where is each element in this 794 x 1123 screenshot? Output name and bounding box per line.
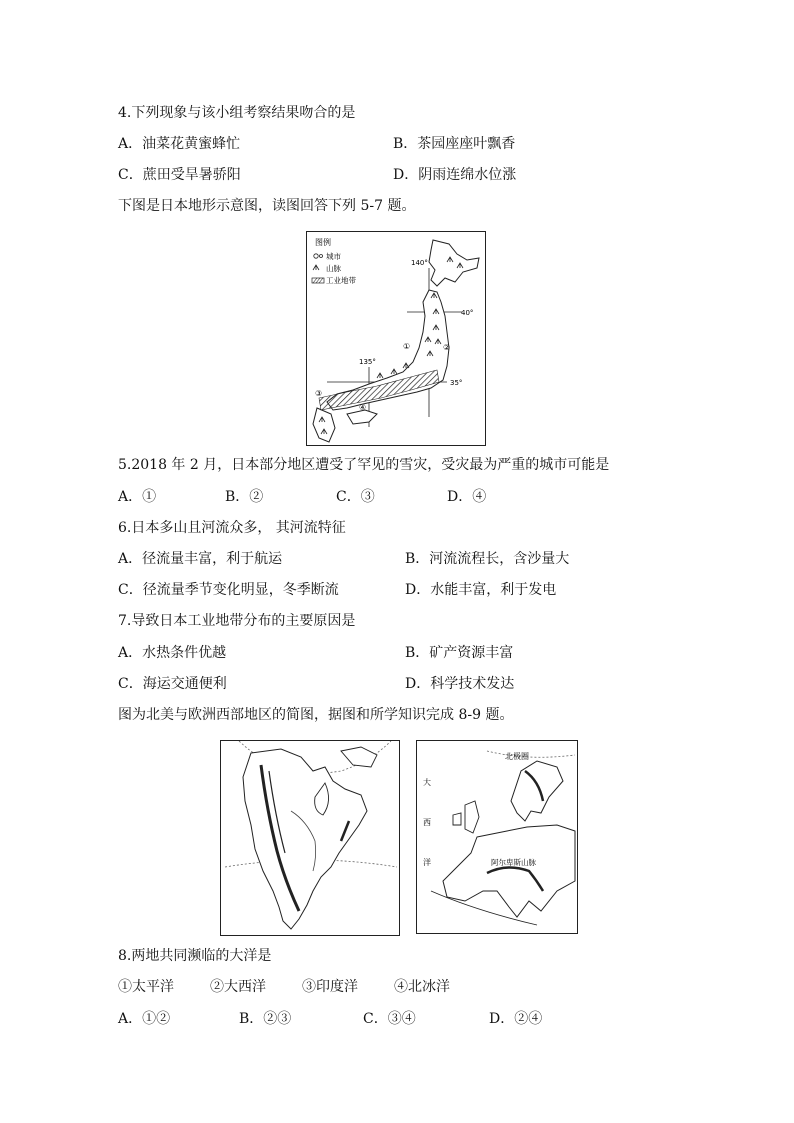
q4-option-a: A．油菜花黄蜜蜂忙 bbox=[118, 136, 241, 152]
arctic-circle-label: 北极圈 bbox=[505, 752, 529, 761]
ireland bbox=[453, 813, 461, 825]
q7-option-a: A．水热条件优越 bbox=[118, 645, 227, 661]
legend-mountain-symbol bbox=[313, 265, 319, 270]
label-140: 140° bbox=[411, 259, 428, 267]
q8-option-b: B．②③ bbox=[239, 1011, 292, 1027]
label-135: 135° bbox=[359, 358, 376, 366]
q4-option-d: D．阴雨连绵水位涨 bbox=[393, 167, 517, 183]
atlantic-label-2: 西 bbox=[423, 818, 431, 827]
city-1-label: ① bbox=[403, 342, 411, 351]
arctic-circle-line-eu bbox=[487, 751, 575, 757]
q6-option-a: A．径流量丰富，利于航运 bbox=[118, 551, 283, 567]
city-3-label: ③ bbox=[315, 389, 323, 398]
atlantic-label-3: 洋 bbox=[423, 858, 431, 867]
q7-option-c: C．海运交通便利 bbox=[118, 676, 227, 692]
europe-drawing bbox=[417, 741, 577, 933]
na-eu-intro: 图为北美与欧洲西部地区的简图，据图和所学知识完成 8-9 题。 bbox=[118, 707, 514, 723]
q5-option-b: B．② bbox=[225, 489, 264, 505]
q5-option-d: D．④ bbox=[447, 489, 487, 505]
scandinavia bbox=[511, 761, 563, 821]
q7-option-d: D．科学技术发达 bbox=[405, 676, 515, 692]
city-2-label: ② bbox=[443, 343, 451, 352]
q7-stem: 7.导致日本工业地带分布的主要原因是 bbox=[118, 613, 356, 629]
q4-stem: 4.下列现象与该小组考察结果吻合的是 bbox=[118, 105, 356, 121]
europe-map bbox=[416, 740, 578, 934]
legend-title: 图例 bbox=[315, 238, 331, 247]
q4-option-c: C．蔗田受旱暑骄阳 bbox=[118, 167, 241, 183]
q8-choice-1: ①太平洋 bbox=[118, 979, 174, 995]
q8-option-c: C．③④ bbox=[363, 1011, 416, 1027]
japan-map bbox=[306, 231, 486, 446]
great-britain bbox=[465, 801, 479, 833]
north-america-map bbox=[220, 740, 400, 936]
shikoku-island bbox=[347, 410, 377, 424]
q7-option-b: B．矿产资源丰富 bbox=[405, 645, 514, 661]
label-35: 35° bbox=[450, 379, 463, 387]
hokkaido-island bbox=[429, 240, 479, 286]
japan-map-drawing bbox=[307, 232, 485, 445]
greenland bbox=[341, 747, 377, 767]
alps-label: 阿尔卑斯山脉 bbox=[491, 858, 536, 867]
city-4-label: ④ bbox=[359, 403, 367, 412]
q5-option-c: C．③ bbox=[336, 489, 375, 505]
q5-stem: 5.2018 年 2 月，日本部分地区遭受了罕见的雪灾，受灾最为严重的城市可能是 bbox=[118, 457, 610, 473]
q6-option-c: C．径流量季节变化明显，冬季断流 bbox=[118, 582, 339, 598]
legend-city-symbol bbox=[314, 254, 318, 258]
q8-option-d: D．②④ bbox=[489, 1011, 543, 1027]
q8-stem: 8.两地共同濒临的大洋是 bbox=[118, 948, 272, 964]
q6-option-b: B．河流流程长，含沙量大 bbox=[405, 551, 570, 567]
q8-option-a: A．①② bbox=[118, 1011, 171, 1027]
legend-city-label: 城市 bbox=[326, 252, 341, 261]
q8-choice-3: ③印度洋 bbox=[302, 979, 358, 995]
legend-industry-label: 工业地带 bbox=[326, 276, 356, 285]
q8-choice-4: ④北冰洋 bbox=[394, 979, 450, 995]
kyushu-island bbox=[313, 408, 335, 442]
label-40: 40° bbox=[461, 309, 474, 317]
atlantic-label-1: 大 bbox=[423, 778, 431, 787]
q6-option-d: D．水能丰富，利于发电 bbox=[405, 582, 557, 598]
north-america-drawing bbox=[221, 741, 399, 935]
q6-stem: 6.日本多山且河流众多， 其河流特征 bbox=[118, 520, 346, 536]
japan-intro: 下图是日本地形示意图，读图回答下列 5-7 题。 bbox=[118, 198, 416, 214]
q4-option-b: B．茶园座座叶飘香 bbox=[393, 136, 516, 152]
q8-choice-2: ②大西洋 bbox=[210, 979, 266, 995]
q5-option-a: A．① bbox=[118, 489, 157, 505]
legend-mountain-label: 山脉 bbox=[326, 264, 341, 273]
